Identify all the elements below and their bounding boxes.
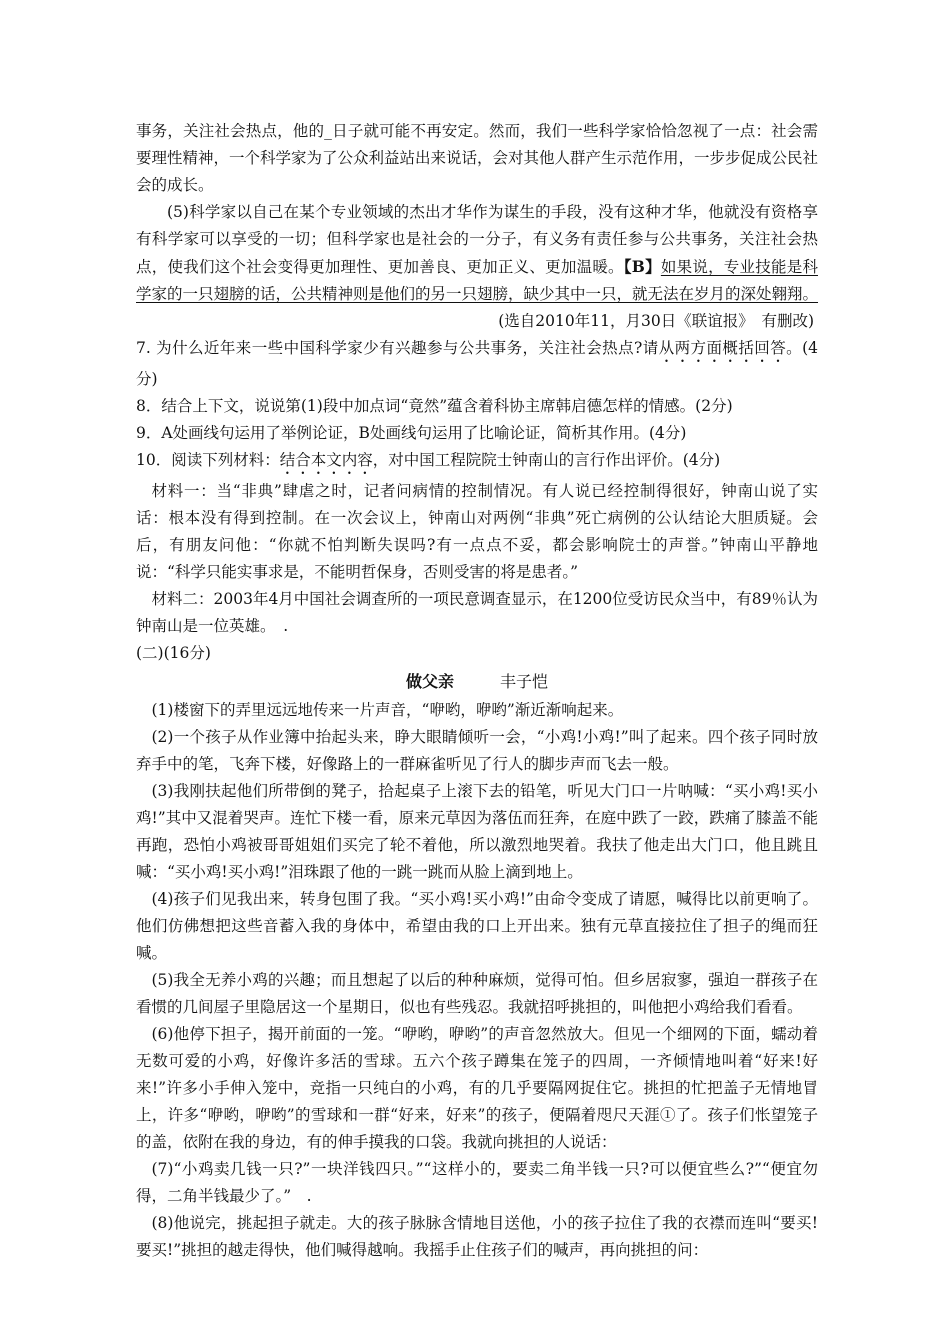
mark-b: 【B】 bbox=[623, 257, 661, 276]
question-7-dotted-text: 从两方面概括回答 bbox=[658, 339, 787, 357]
question-9: 9．A处画线句运用了举例论证，B处画线句运用了比喻论证，简析其作用。(4分) bbox=[136, 424, 687, 442]
article-paragraph-3: (3)我刚扶起他们所带倒的凳子，拾起桌子上滚下去的铅笔，听见大门口一片呐喊：“买小鸡!买小鸡!”其中又混着哭声。连忙下楼一看，原来元草因为落伍而狂奔，在庭中跌了一跤，跌痛了膝盖不能再跑，恐怕小鸡被哥哥姐姐们买完了轮不着他，所以激烈地哭着。我扶了他走出大门口，他且跳且喊：“买小鸡!买小鸡!”泪珠跟了他的一跳一跳而从脸上滴到地上。 bbox=[136, 782, 818, 881]
material-1: 材料一：当“非典”肆虐之时，记者问病情的控制情况。有人说已经控制得很好，钟南山说了实话：根本没有得到控制。在一次会议上，钟南山对两例“非典”死亡病例的公认结论大胆质疑。会后，有朋友问他：“你就不怕判断失误吗?有一点点不妥，都会影响院士的声誉。”钟南山平静地说：“科学只能实事求是，不能明哲保身，否则受害的将是患者。” bbox=[136, 482, 818, 581]
article-paragraph-4: (4)孩子们见我出来，转身包围了我。“买小鸡!买小鸡!”由命令变成了请愿，喊得比以前更响了。他们仿佛想把这些音蓄入我的身体中，希望由我的口上开出来。独有元草直接拉住了担子的绳而狂喊。 bbox=[136, 890, 818, 962]
article-title bbox=[136, 667, 818, 697]
question-8: 8．结合上下文，说说第(1)段中加点词“竟然”蕴含着科协主席韩启德怎样的情感。(2分) bbox=[136, 397, 733, 415]
question-7 bbox=[136, 335, 818, 393]
article-title-text: 做父亲 bbox=[405, 672, 454, 691]
paragraph-5-text: (5)科学家以自己在某个专业领域的杰出才华作为谋生的手段，没有这种才华，他就没有资格享有科学家可以享受的一切；但科学家也是社会的一分子，有义务有责任参与公共事务，关注社会热点，使我们这个社会变得更加理性、更加善良、更加正义、更加温暖。 bbox=[136, 203, 818, 276]
article-paragraph-1: (1)楼窗下的弄里远远地传来一片声音，“咿哟，咿哟”渐近渐响起来。 bbox=[151, 701, 624, 719]
document-page bbox=[136, 118, 818, 1264]
article-paragraph-2: (2)一个孩子从作业簿中抬起头来，睁大眼睛倾听一会，“小鸡!小鸡!”叫了起来。四个孩子同时放弃手中的笔，飞奔下楼，好像路上的一群麻雀听见了行人的脚步声而飞去一般。 bbox=[136, 728, 818, 773]
article-paragraph-8: (8)他说完，挑起担子就走。大的孩子脉脉含情地目送他，小的孩子拉住了我的衣襟而连叫“要买!要买!”挑担的越走得快，他们喊得越响。我摇手止住孩子们的喊声，再向挑担的问： bbox=[136, 1214, 818, 1259]
question-7-points: 。(4分) bbox=[136, 339, 818, 388]
material-2: 材料二：2003年4月中国社会调查所的一项民意调查显示，在1200位受访民众当中，有89％认为钟南山是一位英雄。 . bbox=[136, 590, 818, 635]
section-2-label: (二)(16分) bbox=[136, 644, 211, 662]
question-10-dotted-text: 结合本文内容 bbox=[279, 451, 373, 469]
article-paragraph-6: (6)他停下担子，揭开前面的一笼。“咿哟，咿哟”的声音忽然放大。但见一个细网的下面，蠕动着无数可爱的小鸡，好像许多活的雪球。五六个孩子蹲集在笼子的四周，一齐倾情地叫着“好来!好来!”许多小手伸入笼中，竞指一只纯白的小鸡，有的几乎要隔网捉住它。挑担的忙把盖子无情地冒上，许多“咿哟，咿哟”的雪球和一群“好来，好来”的孩子，便隔着咫尺天涯①了。孩子们怅望笼子的盖，依附在我的身边，有的伸手摸我的口袋。我就向挑担的人说话： bbox=[136, 1025, 818, 1151]
question-7-text: 7. 为什么近年来一些中国科学家少有兴趣参与公共事务，关注社会热点?请 bbox=[136, 339, 659, 357]
article-author: 丰子恺 bbox=[500, 672, 549, 691]
question-10-intro: 10．阅读下列材料： bbox=[136, 451, 280, 469]
source-citation: (选自2010年11，月30日《联谊报》 有删改) bbox=[498, 312, 814, 330]
article-paragraph-7: (7)“小鸡卖几钱一只?”一块洋钱四只。”“这样小的，要卖二角半钱一只?可以便宜些么?”“便宜勿得，二角半钱最少了。” . bbox=[136, 1160, 818, 1205]
question-10-rest: ，对中国工程院院士钟南山的言行作出评价。(4分) bbox=[372, 451, 721, 469]
article-paragraph-5: (5)我全无养小鸡的兴趣；而且想起了以后的种种麻烦，觉得可怕。但乡居寂寥，强迫一群孩子在看惯的几间屋子里隐居这一个星期日，似也有些残忍。我就招呼挑担的，叫他把小鸡给我们看看。 bbox=[136, 971, 818, 1016]
question-10 bbox=[136, 447, 818, 478]
underlined-sentence-b: 如果说，专业技能是科学家的一只翅膀的话，公共精神则是他们的另一只翅膀，缺少其中一只，就无法在岁月的深处翱翔。 bbox=[136, 258, 819, 303]
passage1-paragraph-5 bbox=[136, 199, 818, 308]
passage1-paragraph-continued: 事务，关注社会热点，他的_日子就可能不再安定。然而，我们一些科学家恰恰忽视了一点：社会需要理性精神，一个科学家为了公众利益站出来说话，会对其他人群产生示范作用，一步步促成公民社会的成长。 bbox=[136, 122, 819, 194]
